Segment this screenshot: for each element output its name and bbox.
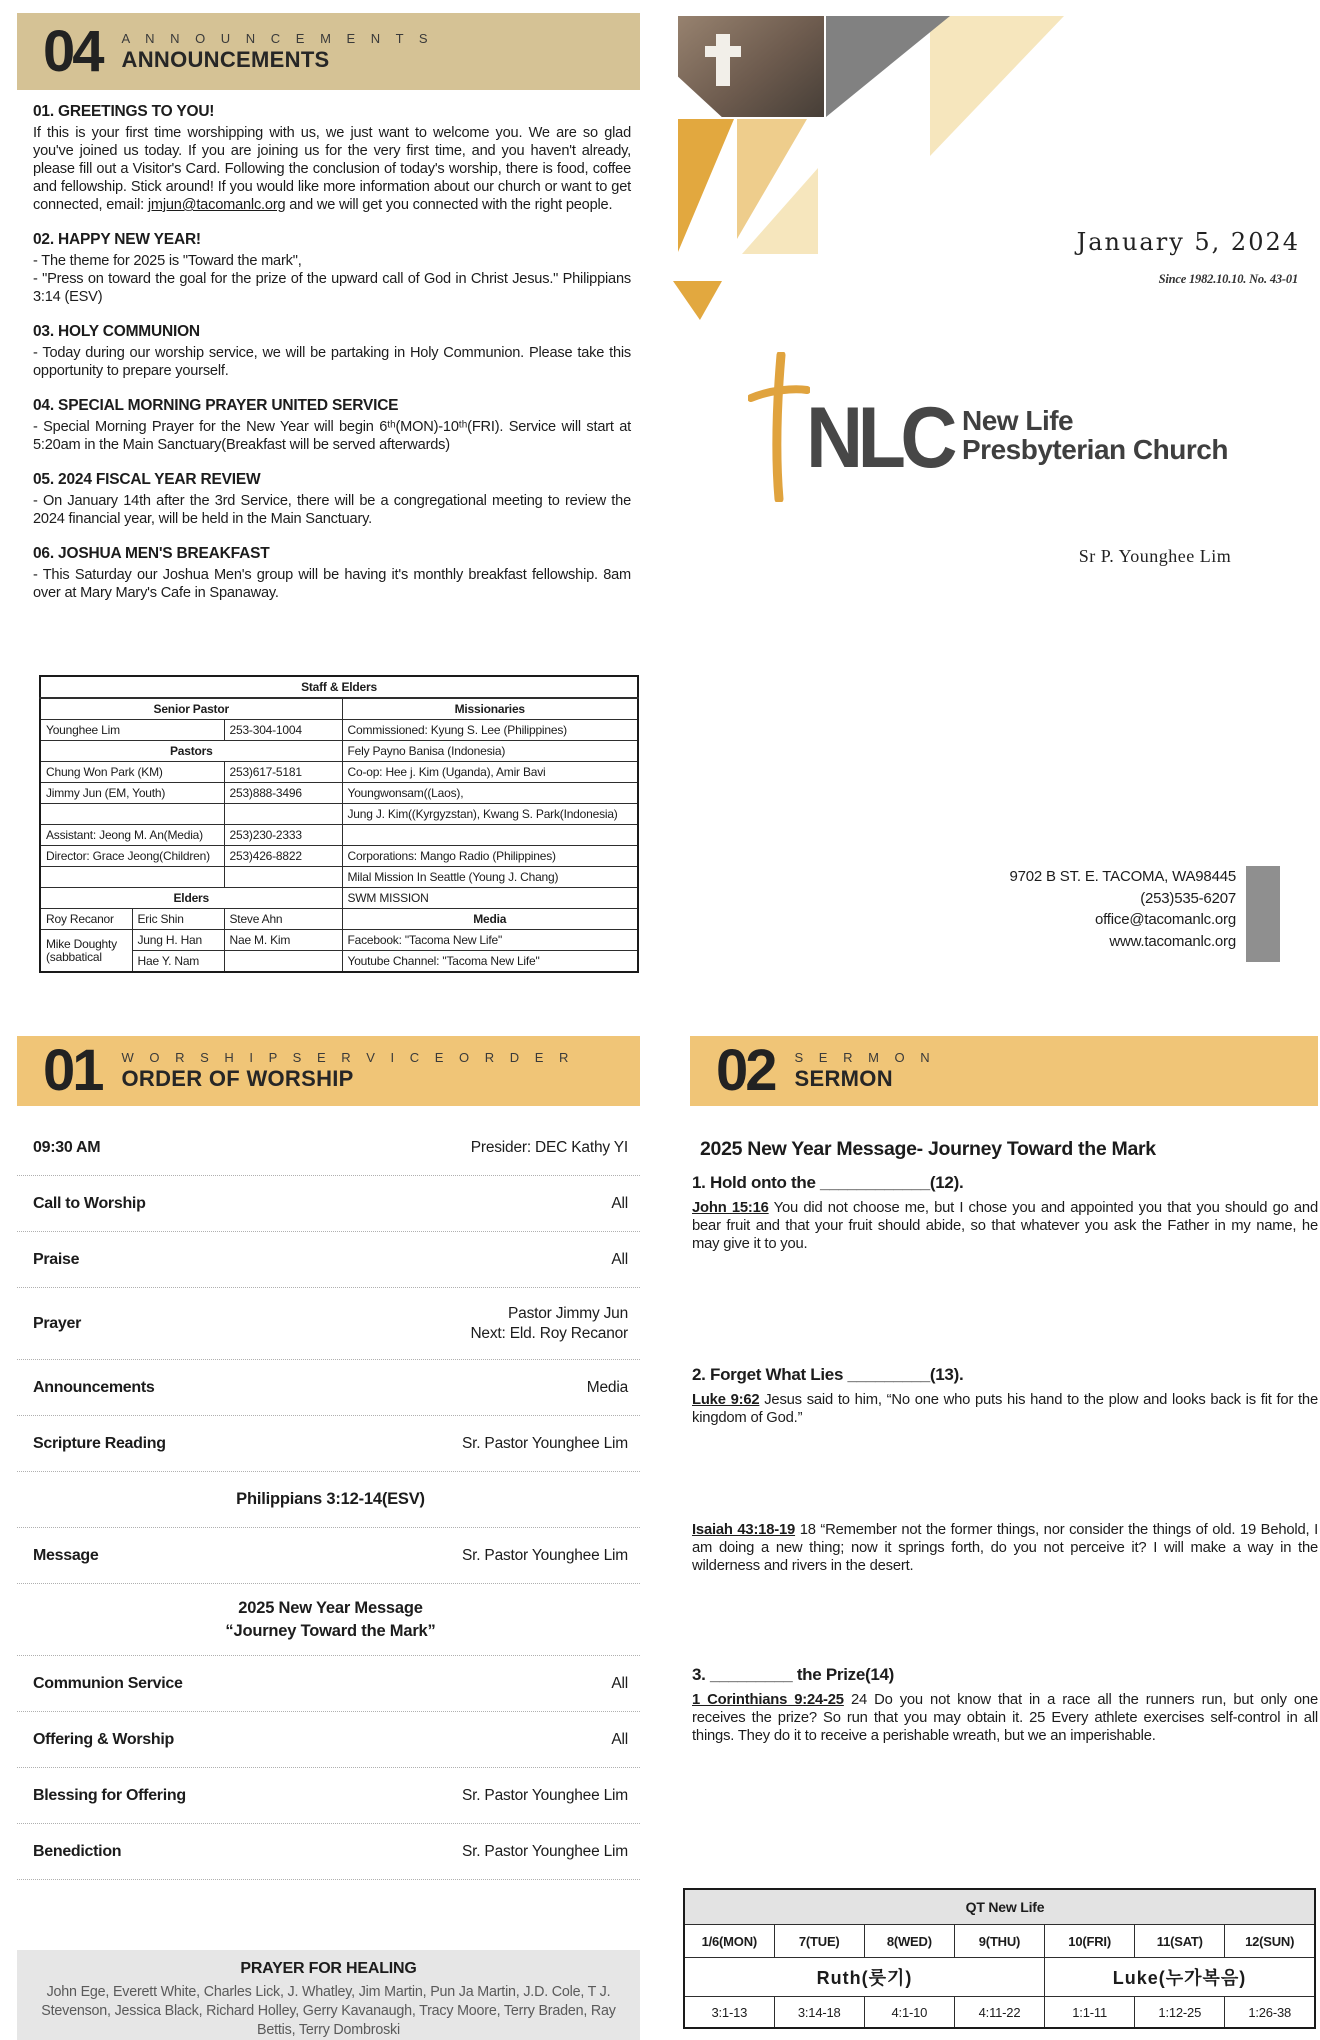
staff-name: Assistant: Jeong M. An(Media) xyxy=(40,825,224,846)
worship-row-label: Benediction xyxy=(33,1842,122,1860)
church-name-line2: Presbyterian Church xyxy=(962,433,1228,465)
missionaries-header: Missionaries xyxy=(342,698,638,720)
worship-row xyxy=(17,1232,640,1288)
elder-name: Eric Shin xyxy=(132,909,224,930)
prayer-for-healing-names: John Ege, Everett White, Charles Lick, J. Whatley, Jim Martin, Pun Ja Martin, J.D. Cole, T J. Stevenson, Jessica Black, Richard Holley, Gerry Kavanaugh, Tracy Moore, Terry Braden, Ray Bettis, Terry Dombroski xyxy=(41,1984,616,2038)
worship-row-label: Communion Service xyxy=(33,1674,183,1692)
qt-table-title: QT New Life xyxy=(684,1889,1315,1925)
pastors-header: Pastors xyxy=(40,741,342,762)
announcement-item xyxy=(33,103,631,214)
verse-text: 18 “Remember not the former things, nor consider the things of old. 19 Behold, I am doing a new thing; now it springs forth, do you not perceive it? I will make a way in the wilderness and rivers in the desert. xyxy=(692,1522,1319,1574)
verse-reference: John 15:16 xyxy=(692,1200,769,1216)
qt-reading: 3:1-13 xyxy=(684,1997,774,2029)
worship-header-bar xyxy=(17,1036,640,1106)
elder-name: Mike Doughty (sabbatical xyxy=(40,930,132,973)
worship-row xyxy=(17,1360,640,1416)
announcements-title: ANNOUNCEMENTS xyxy=(121,46,330,72)
decor-triangle xyxy=(678,119,734,252)
staff-elders-table xyxy=(39,675,639,973)
worship-row-value: Sr. Pastor Younghee Lim xyxy=(461,1546,628,1564)
missionary-cell: Commissioned: Kyung S. Lee (Philippines) xyxy=(342,720,638,741)
worship-row-value: Sr. Pastor Younghee Lim xyxy=(461,1842,628,1860)
media-header: Media xyxy=(342,909,638,930)
worship-row xyxy=(17,1528,640,1584)
announcement-item xyxy=(33,231,631,306)
elder-name: Hae Y. Nam xyxy=(132,951,224,973)
announcement-heading: 04. SPECIAL MORNING PRAYER UNITED SERVICE xyxy=(33,397,399,414)
staff-name xyxy=(40,867,224,888)
announcement-body-text: If this is your first time worshipping with us, we just want to welcome you. We are so glad you've joined us today. If you are joining us for the very first time, and you haven't already, please fill out a Visitor's Card. Following the conclusion of today's worship, there is food, coffee and fellowship. Stick around! If you would like more information about our church or want to get connected, email: xyxy=(33,125,631,213)
worship-row-value: Sr. Pastor Younghee Lim xyxy=(461,1434,628,1452)
logo-cross-icon xyxy=(748,352,810,507)
elder-name: Nae M. Kim xyxy=(224,930,342,951)
elder-name: Steve Ahn xyxy=(224,909,342,930)
sermon-eyebrow: S E R M O N xyxy=(794,1050,936,1065)
staff-name: Director: Grace Jeong(Children) xyxy=(40,846,224,867)
missionary-cell: Fely Payno Banisa (Indonesia) xyxy=(342,741,638,762)
missionary-cell: Co-op: Hee j. Kim (Uganda), Amir Bavi xyxy=(342,762,638,783)
message-title-line1: 2025 New Year Message xyxy=(238,1598,423,1617)
staff-name xyxy=(40,804,224,825)
worship-row xyxy=(17,1768,640,1824)
qt-book-ruth: Ruth(룻기) xyxy=(684,1958,1045,1997)
qt-day: 1/6(MON) xyxy=(684,1925,774,1958)
issue-date: January 5, 2024 xyxy=(1076,228,1300,256)
missionary-cell xyxy=(342,825,638,846)
announcement-item xyxy=(33,545,631,602)
prayer-for-healing-box xyxy=(17,1950,640,2040)
verse-reference: 1 Corinthians 9:24-25 xyxy=(692,1692,844,1708)
announcements-eyebrow: A N N O U N C E M E N T S xyxy=(121,30,434,46)
worship-row-value: All xyxy=(611,1250,628,1268)
worship-row-label: Offering & Worship xyxy=(33,1730,174,1748)
worship-row-value: All xyxy=(611,1674,628,1692)
verse-reference: Luke 9:62 xyxy=(692,1392,760,1408)
sermon-verse xyxy=(692,1391,1318,1427)
prayer-for-healing-title: PRAYER FOR HEALING xyxy=(240,1960,417,1977)
qt-day: 10(FRI) xyxy=(1045,1925,1135,1958)
sermon-verse xyxy=(692,1199,1318,1253)
church-email: office@tacomanlc.org xyxy=(1094,911,1236,928)
qt-reading-plan-table xyxy=(683,1888,1316,2029)
staff-name: Younghee Lim xyxy=(40,720,224,741)
worship-message-title-row xyxy=(17,1584,640,1656)
qt-day: 9(THU) xyxy=(954,1925,1044,1958)
worship-row-value: All xyxy=(611,1730,628,1748)
announcement-body xyxy=(33,124,631,214)
announcement-heading: 02. HAPPY NEW YEAR! xyxy=(33,231,201,248)
church-photo xyxy=(678,16,824,117)
church-website: www.tacomanlc.org xyxy=(1109,932,1236,950)
worship-row xyxy=(17,1120,640,1176)
qt-day: 12(SUN) xyxy=(1225,1925,1315,1958)
announcement-item xyxy=(33,471,631,528)
worship-row-value: Presider: DEC Kathy YI xyxy=(470,1138,628,1156)
church-contact-block xyxy=(816,866,1236,952)
announcement-heading: 03. HOLY COMMUNION xyxy=(33,323,200,340)
missionary-cell: Milal Mission In Seattle (Young J. Chang) xyxy=(342,867,638,888)
senior-pastor-name: Sr P. Younghee Lim xyxy=(1078,546,1232,566)
worship-title: ORDER OF WORSHIP xyxy=(121,1066,354,1091)
announcements-header-bar xyxy=(17,13,640,90)
media-cell: Facebook: "Tacoma New Life" xyxy=(342,930,638,951)
worship-row-label: 09:30 AM xyxy=(33,1138,101,1156)
senior-pastor-header: Senior Pastor xyxy=(40,698,342,720)
cross-icon xyxy=(716,34,730,86)
qt-reading: 1:1-11 xyxy=(1045,1997,1135,2029)
worship-row-value: Sr. Pastor Younghee Lim xyxy=(461,1786,628,1804)
staff-phone: 253)888-3496 xyxy=(224,783,342,804)
qt-day: 8(WED) xyxy=(864,1925,954,1958)
worship-row xyxy=(17,1824,640,1880)
qt-reading: 4:11-22 xyxy=(954,1997,1044,2029)
email-link[interactable]: jmjun@tacomanlc.org xyxy=(147,197,286,213)
worship-row-label: Message xyxy=(33,1546,99,1564)
worship-row-value xyxy=(470,1304,628,1344)
worship-order-list xyxy=(17,1110,640,1880)
decor-triangle xyxy=(673,281,722,320)
qt-book-luke: Luke(누가복음) xyxy=(1045,1958,1315,1997)
worship-row-label: Blessing for Offering xyxy=(33,1786,186,1804)
worship-eyebrow: W O R S H I P S E R V I C E O R D E R xyxy=(121,1050,575,1065)
church-phone: (253)535-6207 xyxy=(1140,889,1236,907)
staff-table-title: Staff & Elders xyxy=(40,676,638,698)
sermon-verse xyxy=(692,1691,1318,1745)
worship-row-label: Praise xyxy=(33,1250,80,1268)
missionary-cell: Corporations: Mango Radio (Philippines) xyxy=(342,846,638,867)
announcement-line: - Special Morning Prayer for the New Year will begin 6ᵗʰ(MON)-10ᵗʰ(FRI). Service will start at 5:20am in the Main Sanctuary(Breakfast will be served afterwards) xyxy=(33,419,631,453)
verse-text: 24 Do you not know that in a race all the runners run, but only one receives the prize? So run that you may obtain it. 25 Every athlete exercises self-control in all things. They do it to receive a perishable wreath, but we an imperishable. xyxy=(692,1692,1318,1744)
worship-row xyxy=(17,1288,640,1360)
decor-triangle xyxy=(930,16,1064,156)
announcement-heading: 01. GREETINGS TO YOU! xyxy=(33,103,215,120)
qt-reading: 4:1-10 xyxy=(864,1997,954,2029)
missionary-cell: Youngwonsam((Laos), xyxy=(342,783,638,804)
elder-name: Roy Recanor xyxy=(40,909,132,930)
worship-scripture-row xyxy=(17,1472,640,1528)
elder-name xyxy=(224,951,342,973)
qt-reading: 1:26-38 xyxy=(1225,1997,1315,2029)
elders-header: Elders xyxy=(40,888,342,909)
announcement-body-text: and we will get you connected with the right people. xyxy=(285,197,613,213)
worship-row-label: Prayer xyxy=(33,1314,82,1332)
announcement-line: - This Saturday our Joshua Men's group will be having it's monthly breakfast fellowship. 8am over at Mary Mary's Cafe in Spanaway. xyxy=(33,567,631,601)
worship-row xyxy=(17,1416,640,1472)
staff-phone xyxy=(224,867,342,888)
missionary-cell: Jung J. Kim((Kyrgyzstan), Kwang S. Park(Indonesia) xyxy=(342,804,638,825)
worship-row xyxy=(17,1656,640,1712)
worship-row-label: Call to Worship xyxy=(33,1194,146,1212)
announcement-heading: 06. JOSHUA MEN'S BREAKFAST xyxy=(33,545,270,562)
staff-name: Jimmy Jun (EM, Youth) xyxy=(40,783,224,804)
elder-name: Jung H. Han xyxy=(132,930,224,951)
staff-phone: 253)426-8822 xyxy=(224,846,342,867)
staff-phone: 253)617-5181 xyxy=(224,762,342,783)
scripture-reference: Philippians 3:12-14(ESV) xyxy=(236,1490,425,1508)
sermon-section-number: 02 xyxy=(716,1038,775,1104)
announcement-item xyxy=(33,397,631,454)
message-title-line2: “Journey Toward the Mark” xyxy=(225,1621,436,1640)
announcement-line: - "Press on toward the goal for the prize of the upward call of God in Christ Jesus." Philippians 3:14 (ESV) xyxy=(33,271,631,305)
worship-row xyxy=(17,1712,640,1768)
since-issue-number: Since 1982.10.10. No. 43-01 xyxy=(1158,272,1298,286)
qt-day: 7(TUE) xyxy=(774,1925,864,1958)
announcement-heading: 05. 2024 FISCAL YEAR REVIEW xyxy=(33,471,261,488)
sermon-point-heading: 2. Forget What Lies _________(13). xyxy=(692,1365,964,1384)
announcements-list xyxy=(33,103,631,619)
announcement-line: - Today during our worship service, we will be partaking in Holy Communion. Please take this opportunity to prepare yourself. xyxy=(33,345,631,379)
announcements-section-number: 04 xyxy=(43,18,102,84)
sermon-point-heading: 3. _________ the Prize(14) xyxy=(692,1665,895,1684)
verse-text: Jesus said to him, “No one who puts his hand to the plow and looks back is fit for the kingdom of God.” xyxy=(692,1392,1318,1426)
decor-gray-bar xyxy=(1246,866,1280,962)
sermon-verse xyxy=(692,1521,1318,1575)
sermon-header-bar xyxy=(690,1036,1318,1106)
sermon-message-title: 2025 New Year Message- Journey Toward the Mark xyxy=(700,1138,1156,1160)
staff-phone: 253)230-2333 xyxy=(224,825,342,846)
staff-phone xyxy=(224,804,342,825)
worship-section-number: 01 xyxy=(43,1038,102,1104)
sermon-title: SERMON xyxy=(794,1066,893,1091)
qt-day: 11(SAT) xyxy=(1135,1925,1225,1958)
church-name xyxy=(962,407,1228,464)
worship-row-value: Media xyxy=(586,1378,628,1396)
church-name-line1: New Life xyxy=(962,405,1074,436)
missionary-cell: SWM MISSION xyxy=(342,888,638,909)
announcement-line: - On January 14th after the 3rd Service, there will be a congregational meeting to review the 2024 financial year, will be held in the Main Sanctuary. xyxy=(33,493,631,527)
staff-name: Chung Won Park (KM) xyxy=(40,762,224,783)
staff-phone: 253-304-1004 xyxy=(224,720,342,741)
worship-row-label: Announcements xyxy=(33,1378,155,1396)
verse-reference: Isaiah 43:18-19 xyxy=(692,1522,796,1538)
church-logo-abbr: NLC xyxy=(806,390,953,486)
church-address: 9702 B ST. E. TACOMA, WA98445 xyxy=(1009,868,1236,885)
verse-text: You did not choose me, but I chose you and appointed you that you should go and bear fruit and that your fruit should abide, so that whatever you ask the Father in my name, he may give it to you. xyxy=(692,1200,1318,1252)
announcement-item xyxy=(33,323,631,380)
qt-reading: 1:12-25 xyxy=(1135,1997,1225,2029)
qt-reading: 3:14-18 xyxy=(774,1997,864,2029)
media-cell: Youtube Channel: "Tacoma New Life" xyxy=(342,951,638,973)
worship-row-label: Scripture Reading xyxy=(33,1434,166,1452)
announcement-line: - The theme for 2025 is "Toward the mark", xyxy=(33,253,302,269)
sermon-content xyxy=(692,1138,1318,1745)
sermon-point-heading: 1. Hold onto the ____________(12). xyxy=(692,1173,964,1192)
worship-row-value-line2: Next: Eld. Roy Recanor xyxy=(470,1324,628,1342)
worship-row xyxy=(17,1176,640,1232)
worship-row-value: All xyxy=(611,1194,628,1212)
worship-row-value-line1: Pastor Jimmy Jun xyxy=(508,1304,628,1322)
